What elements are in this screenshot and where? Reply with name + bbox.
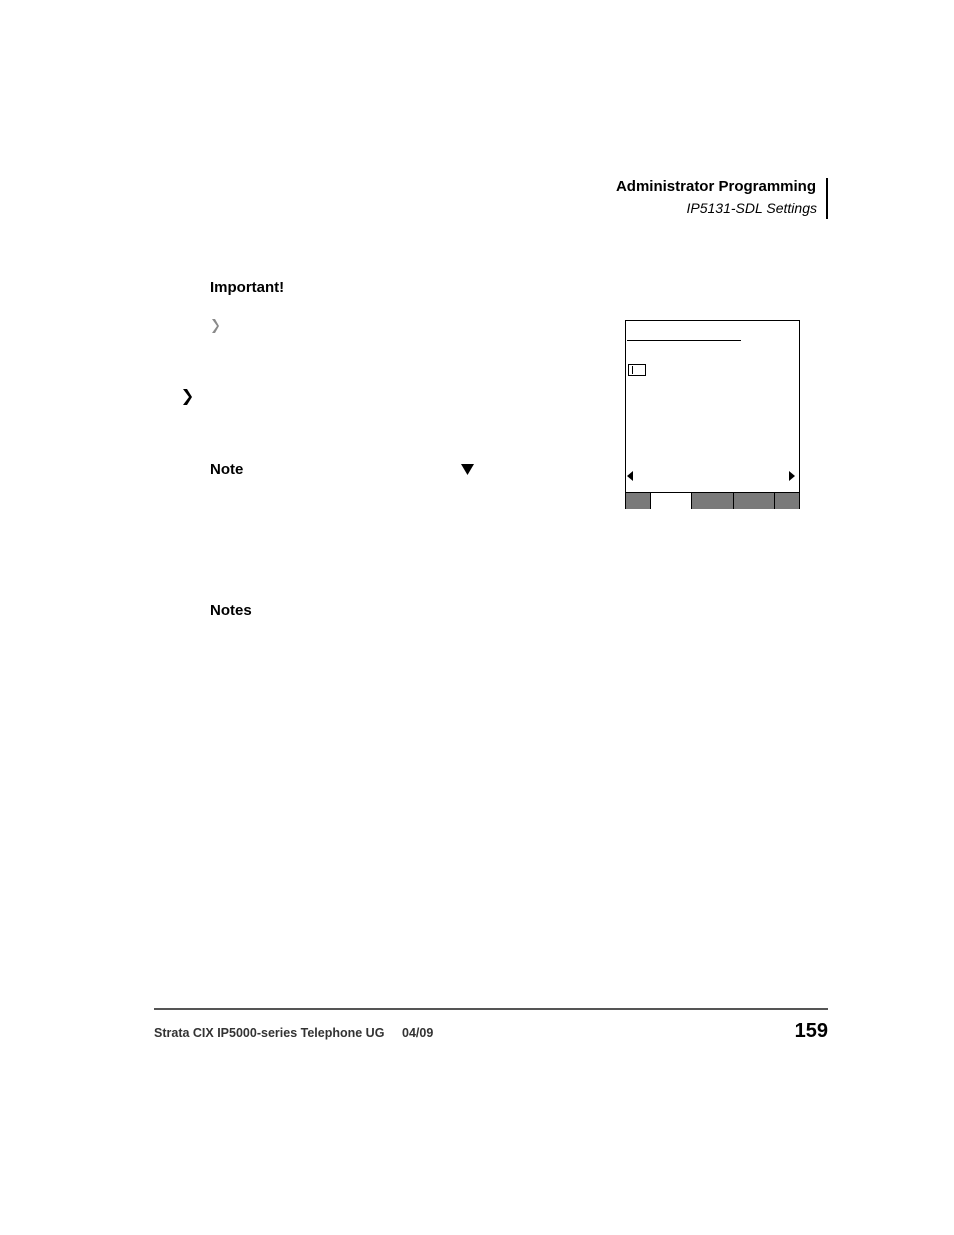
text-cursor bbox=[632, 366, 633, 374]
softkey-bar bbox=[626, 492, 799, 509]
down-triangle-icon bbox=[461, 464, 474, 475]
section-title: Administrator Programming bbox=[615, 178, 816, 195]
note-label: Note bbox=[210, 461, 244, 478]
scroll-left-icon bbox=[627, 471, 634, 481]
footer-divider bbox=[154, 1008, 828, 1010]
scroll-right-icon bbox=[788, 471, 795, 481]
header-divider bbox=[826, 178, 828, 219]
lcd-underline bbox=[627, 340, 741, 341]
lcd-input-field bbox=[628, 364, 646, 376]
important-label: Important! bbox=[210, 279, 285, 296]
page-number: 159 bbox=[794, 1020, 828, 1042]
softkey-2 bbox=[651, 493, 692, 509]
softkey-1 bbox=[626, 493, 651, 509]
notes-label: Notes bbox=[210, 602, 252, 619]
step-arrow-icon bbox=[181, 388, 193, 406]
step-arrow-icon bbox=[210, 318, 220, 334]
footer-manual-title: Strata CIX IP5000-series Telephone UG bbox=[154, 1026, 385, 1040]
section-subtitle: IP5131-SDL Settings bbox=[686, 200, 817, 216]
lcd-display bbox=[625, 320, 800, 509]
softkey-4 bbox=[734, 493, 775, 509]
softkey-3 bbox=[692, 493, 734, 509]
footer-date: 04/09 bbox=[402, 1026, 434, 1040]
softkey-5 bbox=[775, 493, 799, 509]
